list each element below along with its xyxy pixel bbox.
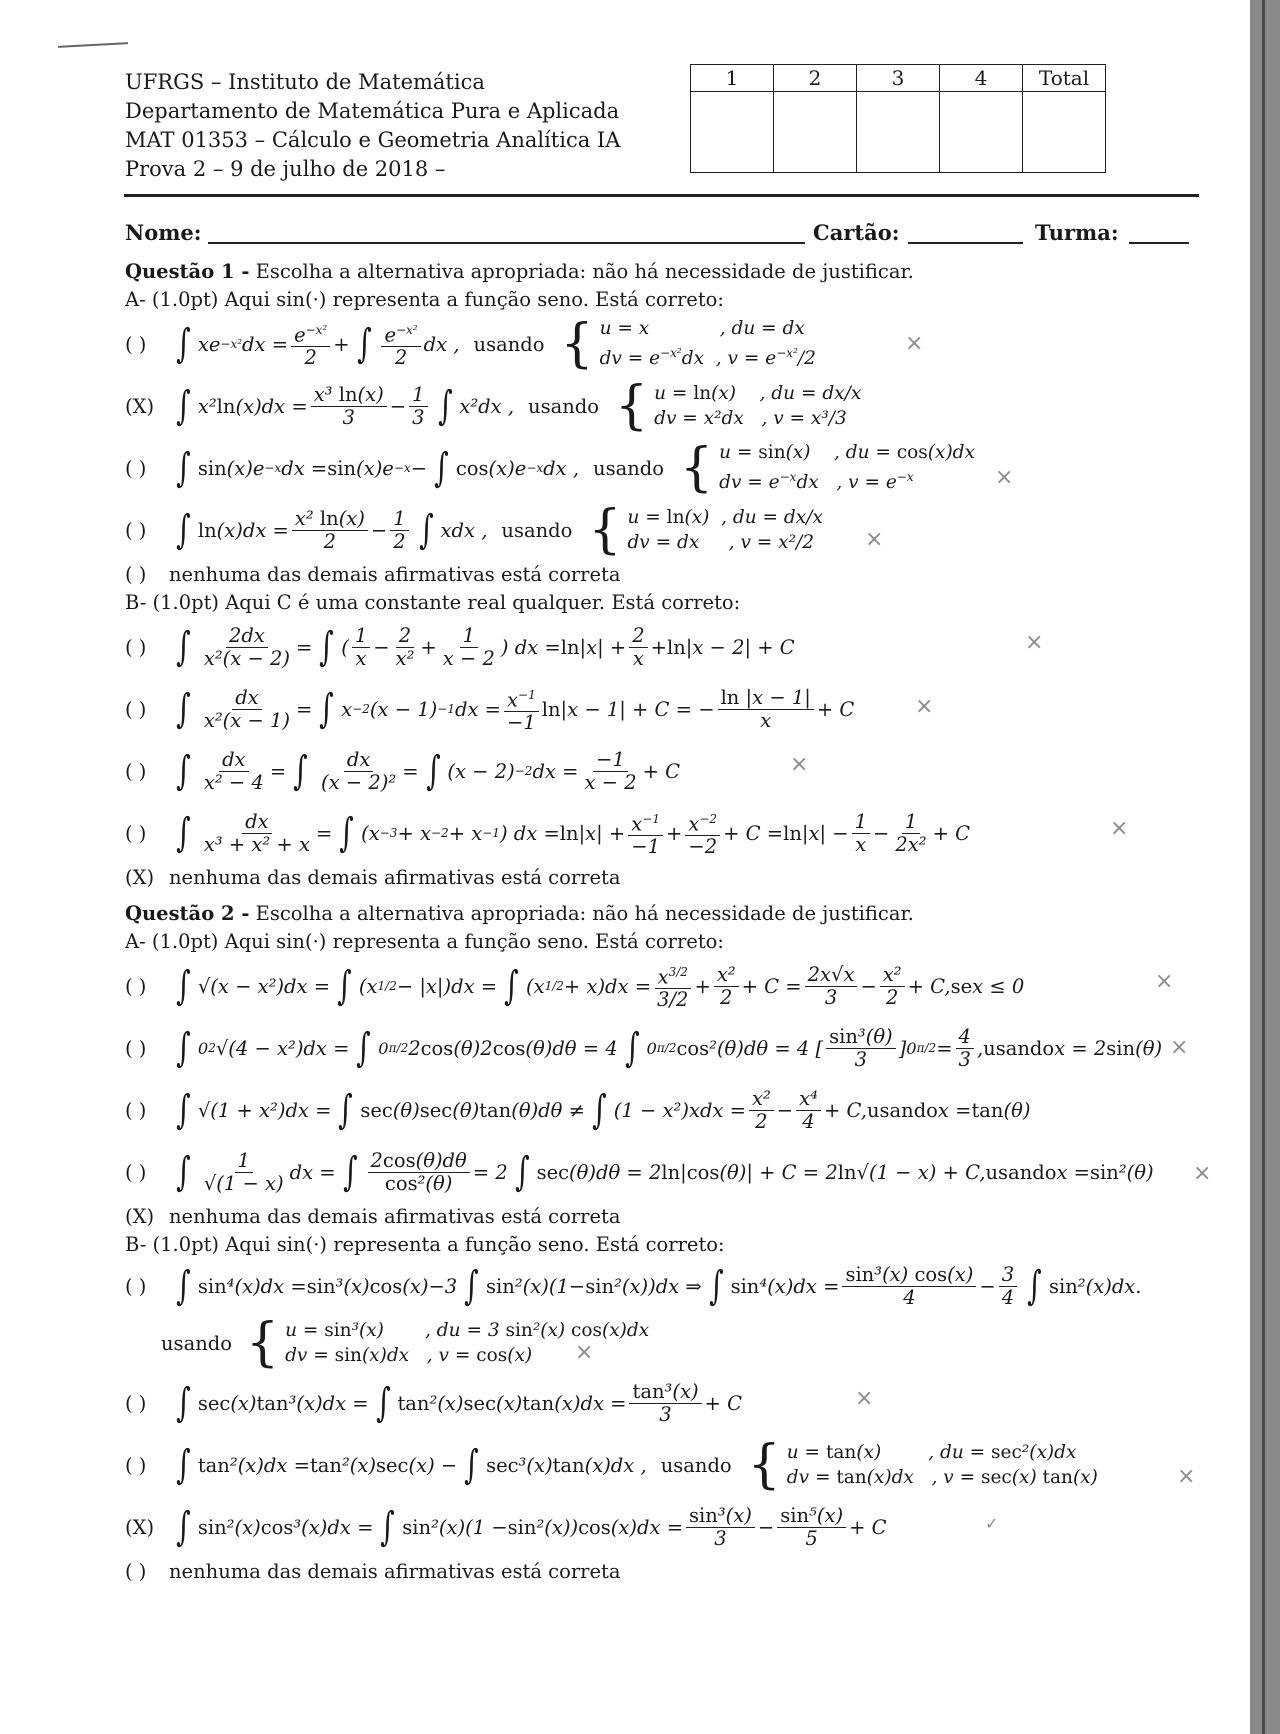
math-expression: ∫ $\frac{dx}{\text{x³ + x² + x}}$ = ∫ (x −3 + x −2 + x −1 ) dx = ln |x| + $\frac{x^{-1}}{-1}$ + $\frac{x^{-2}}{-2}$ + C = ln |x| − $\frac{1}{x}$ − $\frac{1}{\text{2x²}}$ + C bbox=[176, 809, 971, 859]
pencil-cross: × bbox=[1025, 630, 1044, 655]
q1-heading bbox=[125, 258, 1205, 286]
math-expression: usando { u = sin³(x) , du = 3 sin²(x) cos(x)dx dv = sin(x)dx , v = cos(x) bbox=[161, 1313, 650, 1373]
option-text: nenhuma das demais afirmativas está correta bbox=[169, 1560, 621, 1583]
answer-box[interactable]: ( ) bbox=[125, 759, 147, 783]
math-expression: ∫ sec (x) tan ³(x)dx = ∫ tan ²(x) sec (x) tan (x)dx = $\frac{\text{tan³(x)}}{3}$ + C bbox=[176, 1379, 743, 1426]
scan-edge bbox=[1250, 0, 1280, 1734]
answer-box[interactable]: ( ) bbox=[125, 1036, 147, 1060]
pencil-cross: × bbox=[790, 752, 809, 777]
q2a-intro: A- (1.0pt) Aqui sin(·) representa a função seno. Está correto: bbox=[125, 930, 724, 953]
answer-box[interactable]: (X) bbox=[125, 866, 155, 889]
grade-col-4: 4 bbox=[940, 65, 1023, 92]
exam-header bbox=[125, 68, 620, 184]
q2a-option-1[interactable] bbox=[125, 955, 1205, 1017]
math-expression: ∫ 0 2 √(4 − x²)dx = ∫ 0 π/2 2 cos (θ)2 cos (θ)dθ = 4 ∫ 0 π/2 cos ²(θ)dθ = 4 [ $\frac{\text{sin³(θ)}}{3}$ ] 0 π/2 = $\frac{4}{3}$ , usando x = 2 sin (θ) bbox=[176, 1024, 1163, 1071]
pencil-cross: × bbox=[1177, 1464, 1196, 1489]
q1a-intro: A- (1.0pt) Aqui sin(·) representa a função seno. Está correto: bbox=[125, 288, 724, 311]
answer-box[interactable]: (X) bbox=[125, 1515, 155, 1539]
pencil-cross: × bbox=[1193, 1161, 1212, 1186]
name-field[interactable] bbox=[208, 242, 805, 244]
grade-cell[interactable] bbox=[1023, 92, 1106, 173]
q1a-option-3[interactable] bbox=[125, 437, 1205, 499]
answer-box[interactable]: ( ) bbox=[125, 1098, 147, 1122]
q2b-option-none[interactable] bbox=[125, 1558, 1205, 1586]
math-expression: ∫ $\frac{dx}{\text{x²(x − 1)}}$ = ∫ x −2 (x − 1) −1 dx = $\frac{x^{-1}}{-1}$ ln |x − 1| + C = − $\frac{\ln |x - 1|}{x}$ + C bbox=[176, 685, 855, 735]
q2b-intro: B- (1.0pt) Aqui sin(·) representa a função seno. Está correto: bbox=[125, 1233, 725, 1256]
pencil-mark bbox=[58, 42, 128, 48]
q1-title: Questão 1 - bbox=[125, 260, 250, 283]
grade-table bbox=[690, 64, 1106, 173]
answer-box[interactable]: ( ) bbox=[125, 456, 147, 480]
answer-box[interactable]: ( ) bbox=[125, 1560, 147, 1583]
option-text: nenhuma das demais afirmativas está correta bbox=[169, 866, 621, 889]
exam-content bbox=[125, 258, 1212, 1586]
header-line-4: Prova 2 – 9 de julho de 2018 – bbox=[125, 157, 446, 181]
q1b-option-4[interactable] bbox=[125, 802, 1205, 864]
q1-instruction: Escolha a alternativa apropriada: não há necessidade de justificar. bbox=[255, 260, 914, 283]
answer-box[interactable]: ( ) bbox=[125, 332, 147, 356]
grade-cell[interactable] bbox=[857, 92, 940, 173]
q2-heading bbox=[125, 900, 1205, 928]
math-expression: ∫ √(1 + x²)dx = ∫ sec (θ) sec (θ) tan (θ)dθ ≠ ∫ (1 − x²)xdx = $\frac{\text{x²}}{2}$ − $\frac{\text{x⁴}}{4}$ + C, usando x = tan (θ) bbox=[176, 1086, 1031, 1133]
answer-box[interactable]: ( ) bbox=[125, 974, 147, 998]
q2a-option-2[interactable] bbox=[125, 1017, 1205, 1079]
grade-col-total: Total bbox=[1023, 65, 1106, 92]
header-divider bbox=[124, 194, 1199, 197]
pencil-cross: × bbox=[865, 527, 884, 552]
answer-box[interactable]: ( ) bbox=[125, 1453, 147, 1477]
answer-box[interactable]: (X) bbox=[125, 1205, 155, 1228]
pencil-cross: × bbox=[995, 465, 1014, 490]
grade-col-1: 1 bbox=[691, 65, 774, 92]
identity-line bbox=[125, 220, 1205, 250]
answer-box[interactable]: ( ) bbox=[125, 697, 147, 721]
q2b-option-1-substitution bbox=[125, 1314, 1205, 1372]
q1a-option-1[interactable] bbox=[125, 313, 1205, 375]
q1a-option-none[interactable] bbox=[125, 561, 1205, 589]
class-field[interactable] bbox=[1129, 242, 1189, 244]
pencil-cross: × bbox=[915, 694, 934, 719]
math-expression: ∫ x² ln (x)dx = $\frac{\text{x³ ln(x)}}{3}$ − $\frac{1}{3}$ ∫ x²dx , usando { u = ln(x) , du = dx/x dv = x²dx , v = x³/3 bbox=[176, 376, 862, 436]
pencil-check: ✓ bbox=[985, 1514, 999, 1533]
q1a-option-4[interactable] bbox=[125, 499, 1205, 561]
q1b-intro: B- (1.0pt) Aqui C é uma constante real qualquer. Está correto: bbox=[125, 591, 741, 614]
answer-box[interactable]: ( ) bbox=[125, 821, 147, 845]
q2a-option-none[interactable] bbox=[125, 1203, 1205, 1231]
answer-box[interactable]: ( ) bbox=[125, 563, 147, 586]
math-expression: ∫ tan ²(x)dx = tan ²(x) sec (x) − ∫ sec ³(x) tan (x)dx , usando { u = tan(x) , du = sec²(x)dx dv = tan(x)dx , v = sec(x) tan(x) bbox=[176, 1435, 1098, 1495]
option-text: nenhuma das demais afirmativas está correta bbox=[169, 563, 621, 586]
header-line-1: UFRGS – Instituto de Matemática bbox=[125, 70, 485, 94]
pencil-cross: × bbox=[575, 1340, 594, 1365]
pencil-cross: × bbox=[1170, 1035, 1189, 1060]
header-line-2: Departamento de Matemática Pura e Aplicada bbox=[125, 99, 620, 123]
option-text: nenhuma das demais afirmativas está correta bbox=[169, 1205, 621, 1228]
q2-instruction: Escolha a alternativa apropriada: não há necessidade de justificar. bbox=[255, 902, 914, 925]
name-label: Nome: bbox=[125, 220, 202, 245]
math-expression: ∫ $\frac{dx}{\text{x² − 4}}$ = ∫ $\frac{dx}{\text{(x − 2)²}}$ = ∫ (x − 2) −2 dx = $\frac{-1}{x - 2}$ + C bbox=[176, 747, 681, 794]
pencil-cross: × bbox=[855, 1386, 874, 1411]
grade-col-3: 3 bbox=[857, 65, 940, 92]
answer-box[interactable]: ( ) bbox=[125, 518, 147, 542]
card-field[interactable] bbox=[908, 242, 1023, 244]
pencil-cross: × bbox=[905, 331, 924, 356]
q1b-option-1[interactable] bbox=[125, 616, 1205, 678]
answer-box[interactable]: (X) bbox=[125, 394, 155, 418]
math-expression: ∫ $\frac{2dx}{\text{x²(x − 2)}}$ = ∫ ( $\frac{1}{x}$ − $\frac{2}{\text{x²}}$ + $\frac{1}{x - 2}$ ) dx = ln |x| + $\frac{2}{x}$ + ln |x − 2| + C bbox=[176, 623, 795, 670]
class-label: Turma: bbox=[1035, 220, 1119, 245]
pencil-cross: × bbox=[1155, 969, 1174, 994]
q2-title: Questão 2 - bbox=[125, 902, 250, 925]
math-expression: ∫ sin (x)e −x dx = sin (x)e −x − ∫ cos (x)e −x dx , usando { u = sin(x) , du = cos(x)dx dv = $e^{-x}dx$ , $v = e^{-x}$ bbox=[176, 438, 975, 498]
math-expression: ∫ sin ⁴(x)dx = sin ³(x) cos (x)−3 ∫ sin ²(x)(1− sin ²(x))dx ⇒ ∫ sin ⁴(x)dx = $\frac{\text{sin³(x) cos(x)}}{4}$ − $\frac{3}{4}$ ∫ sin ²(x)dx. bbox=[176, 1262, 1142, 1309]
answer-box[interactable]: ( ) bbox=[125, 1160, 147, 1184]
math-expression: ∫ $\frac{1}{√(1 - x)}$ dx = ∫ $\frac{2\cos(\theta)d\theta}{\text{cos²(θ)}}$ = 2 ∫ sec (θ)dθ = 2 ln | cos (θ)| + C = 2 ln √(1 − x) + C, usando x = sin ²(θ) bbox=[176, 1148, 1154, 1195]
q2b-option-1[interactable] bbox=[125, 1258, 1205, 1314]
q1b-option-2[interactable] bbox=[125, 678, 1205, 740]
grade-cell[interactable] bbox=[774, 92, 857, 173]
grade-cell[interactable] bbox=[940, 92, 1023, 173]
scan-edge-line bbox=[1262, 0, 1265, 1734]
header-line-3: MAT 01353 – Cálculo e Geometria Analítica IA bbox=[125, 128, 621, 152]
q1b-option-none[interactable] bbox=[125, 864, 1205, 892]
q2b-option-2[interactable] bbox=[125, 1372, 1205, 1434]
math-expression: ∫ √(x − x²)dx = ∫ (x 1/2 − |x|)dx = ∫ (x 1/2 + x)dx = $\frac{x^{3/2}}{3/2}$ + $\frac{\text{x²}}{2}$ + C = $\frac{2x√x}{3}$ − $\frac{\text{x²}}{2}$ + C, se x ≤ 0 bbox=[176, 962, 1025, 1012]
q2b-option-4[interactable] bbox=[125, 1496, 1205, 1558]
q2b-option-3[interactable] bbox=[125, 1434, 1205, 1496]
answer-box[interactable]: ( ) bbox=[125, 1391, 147, 1415]
grade-cell[interactable] bbox=[691, 92, 774, 173]
q1b-option-3[interactable] bbox=[125, 740, 1205, 802]
card-label: Cartão: bbox=[813, 220, 900, 245]
answer-box[interactable]: ( ) bbox=[125, 635, 147, 659]
answer-box[interactable]: ( ) bbox=[125, 1274, 147, 1298]
pencil-cross: × bbox=[1110, 816, 1129, 841]
q2a-option-3[interactable] bbox=[125, 1079, 1205, 1141]
math-expression: ∫ sin ²(x) cos ³(x)dx = ∫ sin ²(x)(1 − sin ²(x)) cos (x)dx = $\frac{\text{sin³(x)}}{3}$ − $\frac{\text{sin⁵(x)}}{5}$ + C bbox=[176, 1503, 887, 1550]
q2a-option-4[interactable] bbox=[125, 1141, 1212, 1203]
q1a-option-2[interactable] bbox=[125, 375, 1205, 437]
math-expression: ∫ ln (x)dx = $\frac{\text{x² ln(x)}}{2}$ − $\frac{1}{2}$ ∫ xdx , usando { u = ln(x) , du = dx/x dv = dx , v = x²/2 bbox=[176, 500, 823, 560]
grade-col-2: 2 bbox=[774, 65, 857, 92]
math-expression: ∫ xe −x² dx = $\frac{e^{-x^2}}{2}$ + ∫ $\frac{e^{-x^2}}{2}$ dx , usando { u = x , du = dx dv = $e^{-x^2}dx$ , $v = e^{-x^2}/2$ bbox=[176, 314, 816, 374]
